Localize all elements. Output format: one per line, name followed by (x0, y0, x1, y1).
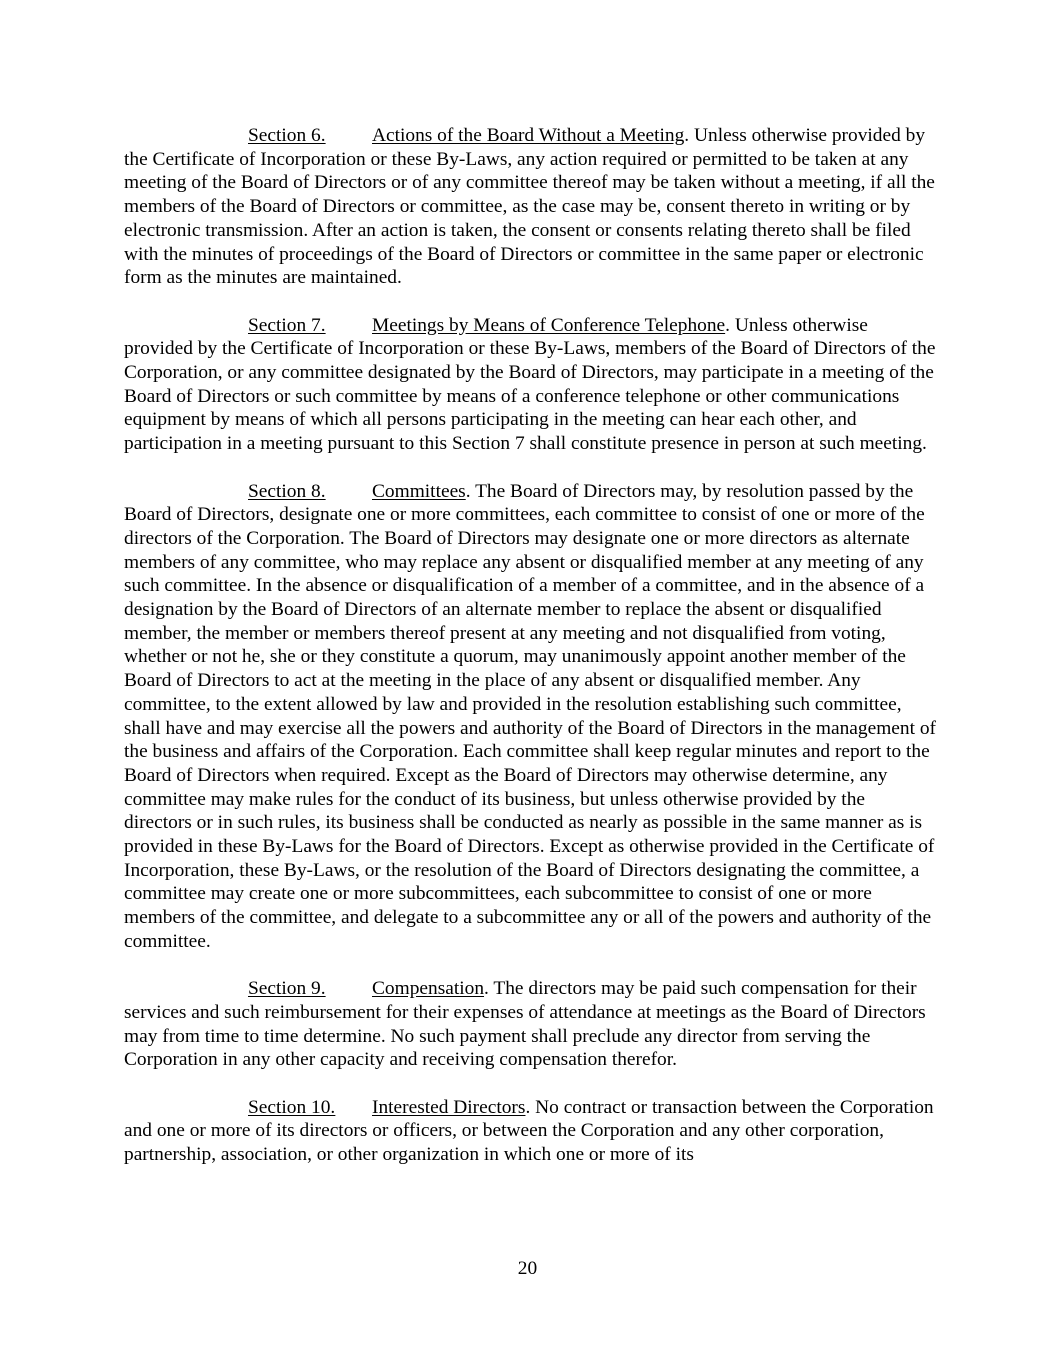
section-text: . No contract or transaction between the Corporation and one or more of its directors or officers, or between the Corporation and any other corporation, partnership, association, or other organization in which one or more of its (124, 1096, 934, 1166)
section-number: Section 6. (248, 125, 326, 146)
section-number: Section 7. (248, 314, 326, 336)
section-title: Interested Directors (372, 1096, 526, 1118)
document-body (124, 124, 936, 1191)
section-title: Actions of the Board Without a Meeting (372, 125, 685, 146)
section-7 (124, 314, 936, 456)
section-text: . Unless otherwise provided by the Certificate of Incorporation or these By-Laws, any action required or permitted to be taken at any meeting of the Board of Directors or of any committee thereof may be taken without a meeting, if all the members of the Board of Directors or committee, as the case may be, consent thereto in writing or by electronic transmission. After an action is taken, the consent or consents relating thereto shall be filed with the minutes of proceedings of the Board of Directors or committee in the same paper or electronic form as the minutes are maintained. (124, 125, 935, 289)
section-title: Meetings by Means of Conference Telephone (372, 314, 726, 336)
section-10 (124, 1096, 936, 1167)
section-number: Section 9. (248, 978, 326, 1000)
section-title: Committees (372, 480, 466, 502)
section-text: . The directors may be paid such compensation for their services and such reimbursement for their expenses of attendance at meetings as the Board of Directors may from time to time determine. No such payment shall preclude any director from serving the Corporation in any other capacity and receiving compensation therefor. (124, 978, 926, 1071)
section-number: Section 10. (248, 1096, 336, 1118)
section-8 (124, 480, 936, 954)
section-text: . Unless otherwise provided by the Certificate of Incorporation or these By-Laws, members of the Board of Directors of the Corporation, or any committee designated by the Board of Directors, may participate in a meeting of the Board of Directors or such committee by means of a conference telephone or other communications equipment by means of which all persons participating in the meeting can hear each other, and participation in a meeting pursuant to this Section 7 shall constitute presence in person at such meeting. (124, 314, 936, 455)
section-9 (124, 977, 936, 1072)
section-6 (124, 124, 936, 290)
section-number: Section 8. (248, 480, 326, 502)
section-text: . The Board of Directors may, by resolution passed by the Board of Directors, designate one or more committees, each committee to consist of one or more of the directors of the Corporation. The Board of Directors may designate one or more directors as alternate members of any committee, who may replace any absent or disqualified member at any meeting of any such committee. In the absence or disqualification of a member of a committee, and in the absence of a designation by the Board of Directors of an alternate member to replace the absent or disqualified member, the member or members thereof present at any meeting and not disqualified from voting, whether or not he, she or they constitute a quorum, may unanimously appoint another member of the Board of Directors to act at the meeting in the place of any absent or disqualified member. Any committee, to the extent allowed by law and provided in the resolution establishing such committee, shall have and may exercise all the powers and authority of the Board of Directors in the management of the business and affairs of the Corporation. Each committee shall keep regular minutes and report to the Board of Directors when required. Except as the Board of Directors may otherwise determine, any committee may make rules for the conduct of its business, but unless otherwise provided by the directors or in such rules, its business shall be conducted as nearly as possible in the same manner as is provided in these By-Laws for the Board of Directors. Except as otherwise provided in the Certificate of Incorporation, these By-Laws, or the resolution of the Board of Directors designating the committee, a committee may create one or more subcommittees, each subcommittee to consist of one or more members of the committee, and delegate to a subcommittee any or all of the powers and authority of the committee. (124, 480, 936, 952)
page-number: 20 (517, 1258, 538, 1279)
section-title: Compensation (372, 978, 485, 1000)
